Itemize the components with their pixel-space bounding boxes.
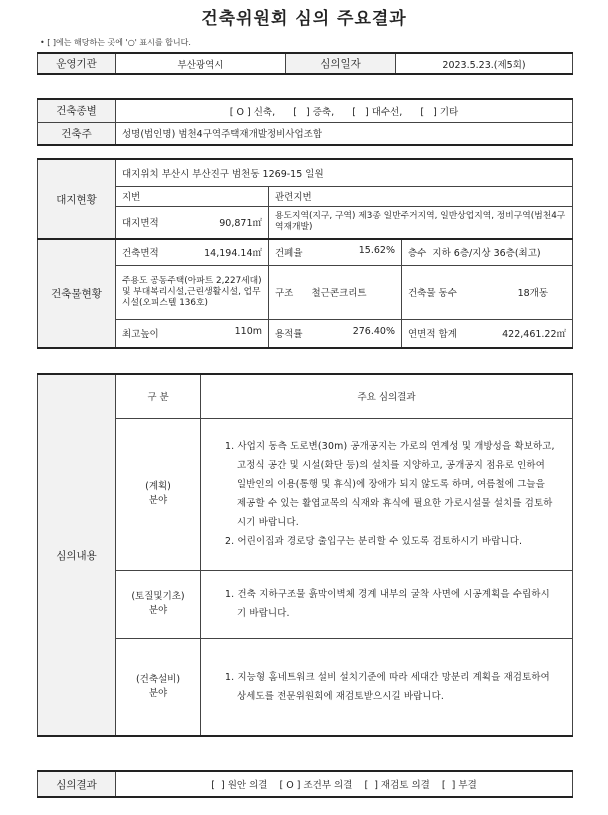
total-area-label: 연면적 합계 [408,329,457,341]
result-label: 심의결과 [38,771,116,797]
zoning-value: 용도지역(지구, 구역) 제3종 일반주거지역, 일반상업지역, 정비구역(범천4구역재개발) [269,206,573,239]
lot-label: 지번 [116,186,269,206]
site-location: 대지위치 부산시 부산진구 범천동 1269-15 일원 [116,159,573,186]
document-title: 건축위원회 심의 주요결과 [201,9,407,29]
building-count-value: 18개동 [517,288,549,299]
review-table [37,373,573,737]
agency-value: 부산광역시 [116,53,286,74]
structure-label: 구조 [275,288,294,299]
plan-item-1: 1. 사업지 동측 도로변(30m) 공개공지는 가로의 연계성 및 개방성을 확보하고, 고정식 공간 및 시설(화단 등)의 설치를 지양하고, 공개공지 점유로 인하여 일반인의 이용(통행 및 휴식)에 장애가 되지 않도록 하며, 여름철에 그늘을 제공할 수 있는 활엽교목의 식재와 휴식에 필요한 가로시설물 설치를 검토하시기 바랍니다. [225,441,555,528]
review-label: 심의내용 [38,374,116,736]
plan-field: (계획) 분야 [116,418,201,570]
result-table [37,770,573,798]
result-value: [ ] 원안 의결 [ O ] 조건부 의결 [ ] 재검토 의결 [ ] 부결 [116,771,573,797]
owner-label: 건축주 [38,122,116,145]
equip-item-1: 1. 지능형 홈네트워크 설비 설치기준에 따라 세대간 망분리 계획을 재검토하여 상세도를 전문위원회에 재검토받으시길 바랍니다. [225,671,550,702]
site-area-label: 대지면적 [122,218,159,230]
coverage-value: 15.62% [358,245,395,257]
far-label: 용적률 [275,329,303,341]
max-height-value: 110m [234,326,262,338]
floors-value: 지하 6층/지상 36층(최고) [432,248,541,260]
date-value: 2023.5.23.(제5회) [396,53,573,74]
type-label: 건축종별 [38,99,116,122]
far-value: 276.40% [352,326,395,338]
result-header: 주요 심의결과 [201,374,573,418]
instruction-note: • [ ]에는 해당하는 곳에 '○' 표시를 합니다. [40,38,191,47]
owner-value: 성명(법인명) 범천4구역주택재개발정비사업조합 [116,122,573,145]
main-use-value: 주용도 공동주택(아파트 2,227세대) 및 부대복리시설,근린생활시설, 업무시설(오피스텔 136호) [116,265,269,319]
soil-field: (토질및기초) 분야 [116,570,201,638]
date-label: 심의일자 [286,53,396,74]
building-count-label: 건축물 동수 [408,288,457,299]
type-owner-table [37,98,573,146]
soil-item-1: 1. 건축 지하구조물 흙막이벽체 경계 내부의 굴착 사면에 시공계획을 수립하시기 바랍니다. [225,589,550,619]
total-area-value: 422,461.22㎡ [502,329,567,341]
building-label: 건축물현황 [38,239,116,348]
site-label: 대지현황 [38,159,116,239]
type-value: [ O ] 신축, [ ] 증축, [ ] 대수선, [ ] 기타 [116,99,573,122]
coverage-label: 건폐율 [275,248,303,260]
floors-label: 층수 [408,248,427,260]
structure-value: 철근콘크리트 [311,288,367,299]
site-area-value: 90,871㎡ [219,218,262,230]
related-lot-label: 관련지번 [269,186,573,206]
max-height-label: 최고높이 [122,329,159,341]
plan-item-2: 2. 어린이집과 경로당 출입구는 분리할 수 있도록 검토하시기 바랍니다. [225,536,523,547]
agency-label: 운영기관 [38,53,116,74]
building-area-value: 14,194.14㎡ [204,248,262,260]
category-header: 구 분 [116,374,201,418]
site-building-table [37,158,573,349]
equip-field: (건축설비) 분야 [116,638,201,736]
building-area-label: 건축면적 [122,248,159,260]
agency-table [37,52,573,75]
